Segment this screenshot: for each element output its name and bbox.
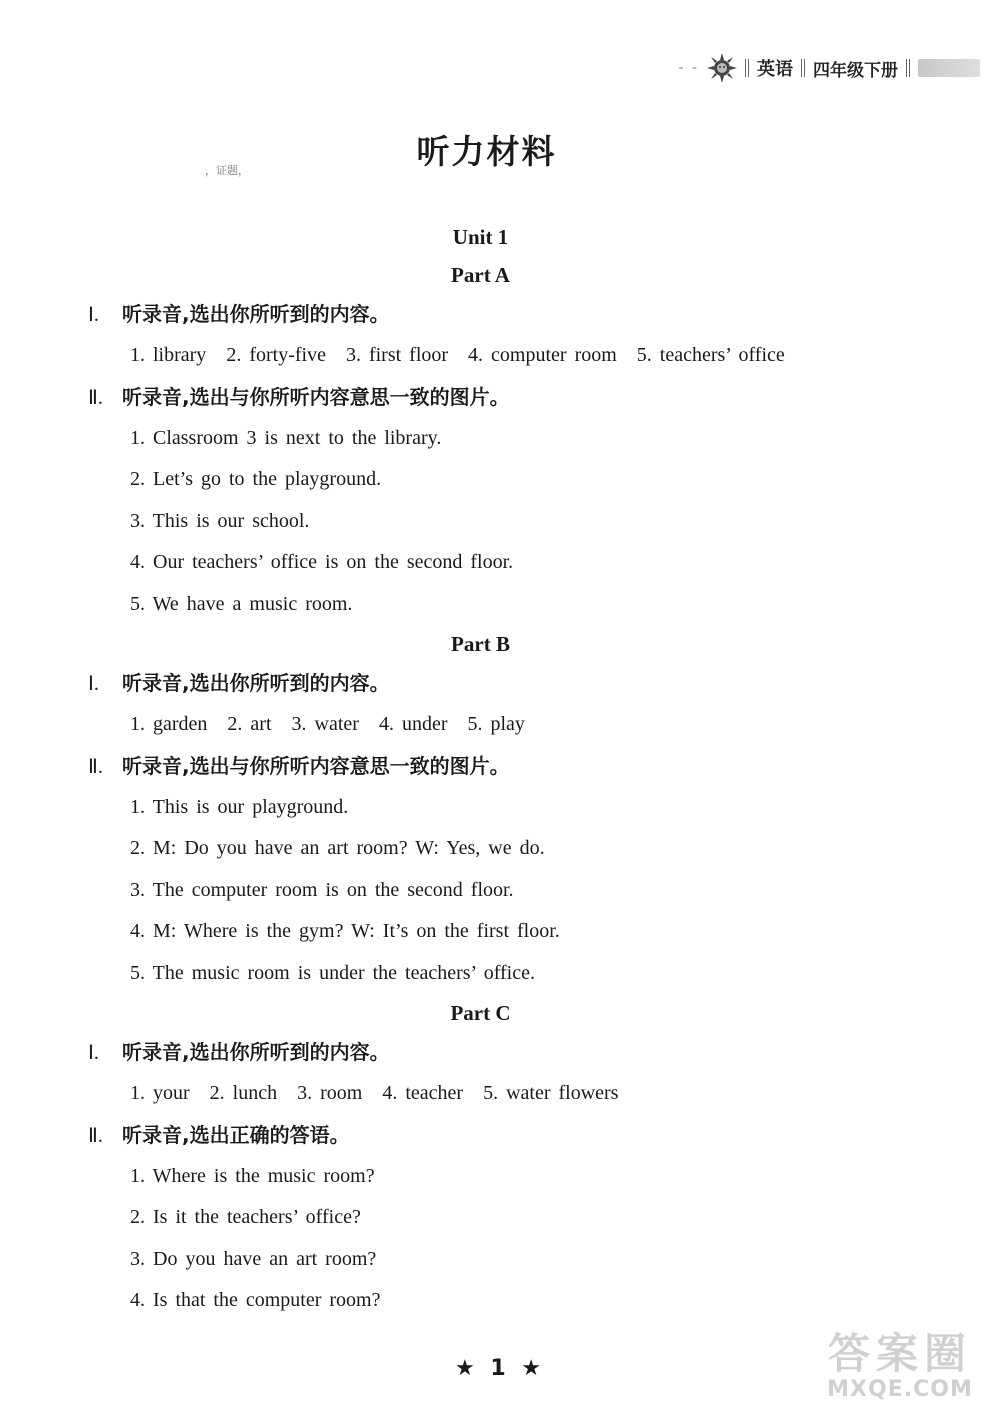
- word-item: 2. lunch: [209, 1082, 278, 1104]
- stray-mark: ，证题，: [205, 164, 249, 177]
- header-separator: [906, 59, 910, 77]
- question-number: Ⅰ.: [88, 304, 99, 326]
- word-item: 1. library: [130, 344, 207, 366]
- word-item: 5. water flowers: [483, 1082, 619, 1104]
- question-instruction: 听录音,选出正确的答语。: [122, 1122, 350, 1147]
- question-number: Ⅱ.: [88, 755, 103, 778]
- sun-logo-icon: [707, 53, 737, 83]
- sentence-item: 4. Our teachers’ office is on the second floor.: [130, 551, 514, 573]
- part-title: Part C: [450, 1001, 511, 1025]
- question-heading: [88, 746, 948, 787]
- question-number: Ⅰ.: [88, 1042, 99, 1064]
- word-item: 2. forty-five: [226, 344, 326, 366]
- word-item: 3. water: [291, 713, 359, 735]
- word-item: 5. play: [467, 713, 525, 735]
- listening-content: [88, 218, 948, 1322]
- word-item: 4. under: [378, 713, 448, 735]
- header-dash: - -: [678, 60, 699, 76]
- word-item: 3. first floor: [345, 344, 449, 366]
- header-separator: [745, 59, 749, 77]
- sentence-item: 1. Where is the music room?: [130, 1164, 375, 1187]
- header-separator: [801, 59, 805, 77]
- sentence-item: 2. M: Do you have an art room? W: Yes, we do.: [130, 837, 545, 859]
- question-number: Ⅱ.: [88, 1124, 103, 1147]
- question-instruction: 听录音,选出与你所听内容意思一致的图片。: [122, 753, 510, 778]
- unit-title: Unit 1: [452, 225, 509, 249]
- sentence-item: 3. The computer room is on the second floor.: [130, 878, 514, 901]
- sentence-item: 2. Is it the teachers’ office?: [130, 1206, 361, 1228]
- page-header: [678, 52, 980, 84]
- question-instruction: 听录音,选出你所听到的内容。: [122, 671, 390, 695]
- word-list: [88, 1073, 948, 1115]
- question-heading: [88, 294, 948, 335]
- question-number: Ⅱ.: [88, 386, 103, 409]
- parts-container: [88, 256, 948, 1322]
- word-item: 1. your: [130, 1082, 190, 1104]
- header-gray-bar: [918, 59, 980, 77]
- question-heading: [88, 377, 948, 418]
- watermark: [810, 1331, 990, 1411]
- question-heading: [88, 663, 948, 704]
- sentence-item: 4. Is that the computer room?: [130, 1289, 381, 1311]
- header-grade: 四年级下册: [813, 60, 898, 81]
- word-list: [88, 704, 948, 746]
- page-title: 听力材料: [416, 132, 557, 171]
- sentence-item: 3. Do you have an art room?: [130, 1247, 377, 1270]
- sentence-item: 2. Let’s go to the playground.: [130, 468, 382, 490]
- question-heading: [88, 1115, 948, 1156]
- word-item: 2. art: [227, 713, 272, 735]
- sentence-item: 5. We have a music room.: [130, 592, 353, 615]
- watermark-top: 答案圈: [827, 1329, 972, 1378]
- word-item: 5. teachers’ office: [636, 344, 785, 366]
- word-item: 4. teacher: [382, 1082, 464, 1104]
- sentence-item: 4. M: Where is the gym? W: It’s on the first floor.: [130, 920, 560, 942]
- word-list: [88, 335, 948, 377]
- word-item: 1. garden: [130, 713, 208, 735]
- sentence-item: 5. The music room is under the teachers’ office.: [130, 961, 535, 984]
- part-title: Part B: [451, 632, 510, 656]
- question-number: Ⅰ.: [88, 673, 99, 695]
- sentence-item: 1. Classroom 3 is next to the library.: [130, 426, 442, 449]
- question-instruction: 听录音,选出你所听到的内容。: [122, 1040, 390, 1064]
- question-instruction: 听录音,选出你所听到的内容。: [122, 302, 390, 326]
- part-title: Part A: [451, 263, 510, 287]
- question-instruction: 听录音,选出与你所听内容意思一致的图片。: [122, 384, 510, 409]
- sentence-item: 3. This is our school.: [130, 509, 310, 532]
- question-heading: [88, 1032, 948, 1073]
- header-subject: 英语: [757, 59, 793, 80]
- word-item: 3. room: [297, 1082, 363, 1104]
- sentence-item: 1. This is our playground.: [130, 795, 349, 818]
- watermark-bottom: MXQE.COM: [827, 1377, 973, 1402]
- word-item: 4. computer room: [468, 344, 617, 366]
- page-number: ★ 1 ★: [454, 1356, 546, 1381]
